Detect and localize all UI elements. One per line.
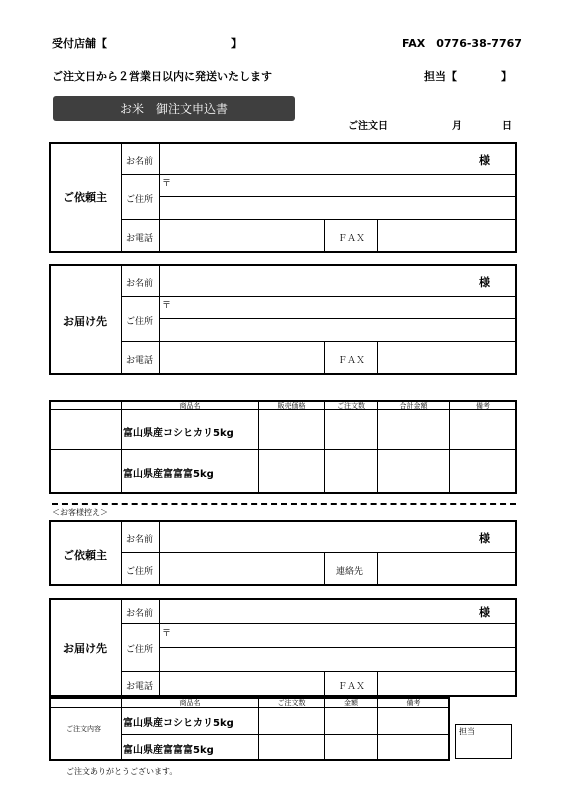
name-label: お名前: [126, 279, 154, 289]
store-close: 】: [231, 37, 242, 50]
address-label: ご住所: [126, 567, 154, 577]
header-quantity: ご注文数: [337, 402, 365, 410]
honorific: 様: [479, 532, 490, 545]
orderer-label: ご依頼主: [63, 191, 107, 204]
recipient-label: お届け先: [63, 315, 107, 328]
phone-label: お電話: [126, 234, 154, 244]
copy-staff-box: [455, 724, 512, 759]
phone-label: お電話: [126, 682, 154, 692]
contact-label: 連絡先: [336, 567, 364, 577]
honorific: 様: [479, 606, 490, 619]
copy-header-product: 商品名: [179, 699, 201, 707]
shipping-notice: ご注文日から２営業日以内に発送いたします: [52, 70, 272, 83]
fax-label: ＦＡＸ: [338, 682, 366, 692]
name-label: お名前: [126, 535, 154, 545]
product-fufufu: 富山県産富富富5kg: [123, 469, 214, 480]
postal-mark: 〒: [162, 629, 172, 639]
copy-orderer-label: ご依頼主: [63, 549, 107, 562]
copy-orderer-section: [49, 520, 517, 586]
address-label: ご住所: [126, 195, 154, 205]
header-total: 合計金額: [399, 402, 428, 410]
thanks-message: ご注文ありがとうございます。: [66, 767, 178, 776]
postal-mark: 〒: [162, 179, 172, 189]
staff-label: 担当【: [424, 70, 457, 83]
copy-header-amount: 金額: [344, 699, 358, 707]
copy-header-quantity: ご注文数: [277, 699, 306, 707]
honorific: 様: [479, 276, 490, 289]
recipient-section: [49, 264, 517, 375]
title-banner: [53, 96, 295, 121]
copy-recipient-label: お届け先: [63, 642, 107, 655]
name-label: お名前: [126, 609, 154, 619]
fax-label: ＦＡＸ: [338, 356, 366, 366]
customer-copy-label: ＜お客様控え＞: [52, 508, 108, 517]
copy-product-koshihikari: 富山県産コシヒカリ5kg: [123, 718, 234, 729]
product-koshihikari: 富山県産コシヒカリ5kg: [123, 428, 234, 439]
fax-label: ＦＡＸ: [338, 234, 366, 244]
fax-number: FAX 0776-38-7767: [402, 37, 522, 50]
day-label: 日: [502, 121, 512, 132]
copy-product-fufufu: 富山県産富富富5kg: [123, 745, 214, 756]
store-label: 受付店舗【: [52, 37, 107, 50]
header-notes: 備考: [476, 402, 490, 410]
honorific: 様: [479, 154, 490, 167]
cut-line: [52, 503, 516, 505]
address-label: ご住所: [126, 317, 154, 327]
order-content-label: ご注文内容: [66, 725, 101, 733]
order-date-label: ご注文日: [348, 121, 388, 132]
name-label: お名前: [126, 157, 154, 167]
form-title: お米 御注文申込書: [119, 102, 228, 116]
phone-label: お電話: [126, 356, 154, 366]
orderer-section: [49, 142, 517, 253]
order-table: [49, 400, 517, 494]
postal-mark: 〒: [162, 301, 172, 311]
address-label: ご住所: [126, 645, 154, 655]
header-price: 販売価格: [277, 402, 306, 410]
copy-header-notes: 備考: [406, 699, 421, 707]
header-product: 商品名: [179, 402, 201, 410]
month-label: 月: [452, 121, 462, 132]
staff-close: 】: [501, 70, 512, 83]
copy-staff-label: 担当: [459, 727, 475, 736]
